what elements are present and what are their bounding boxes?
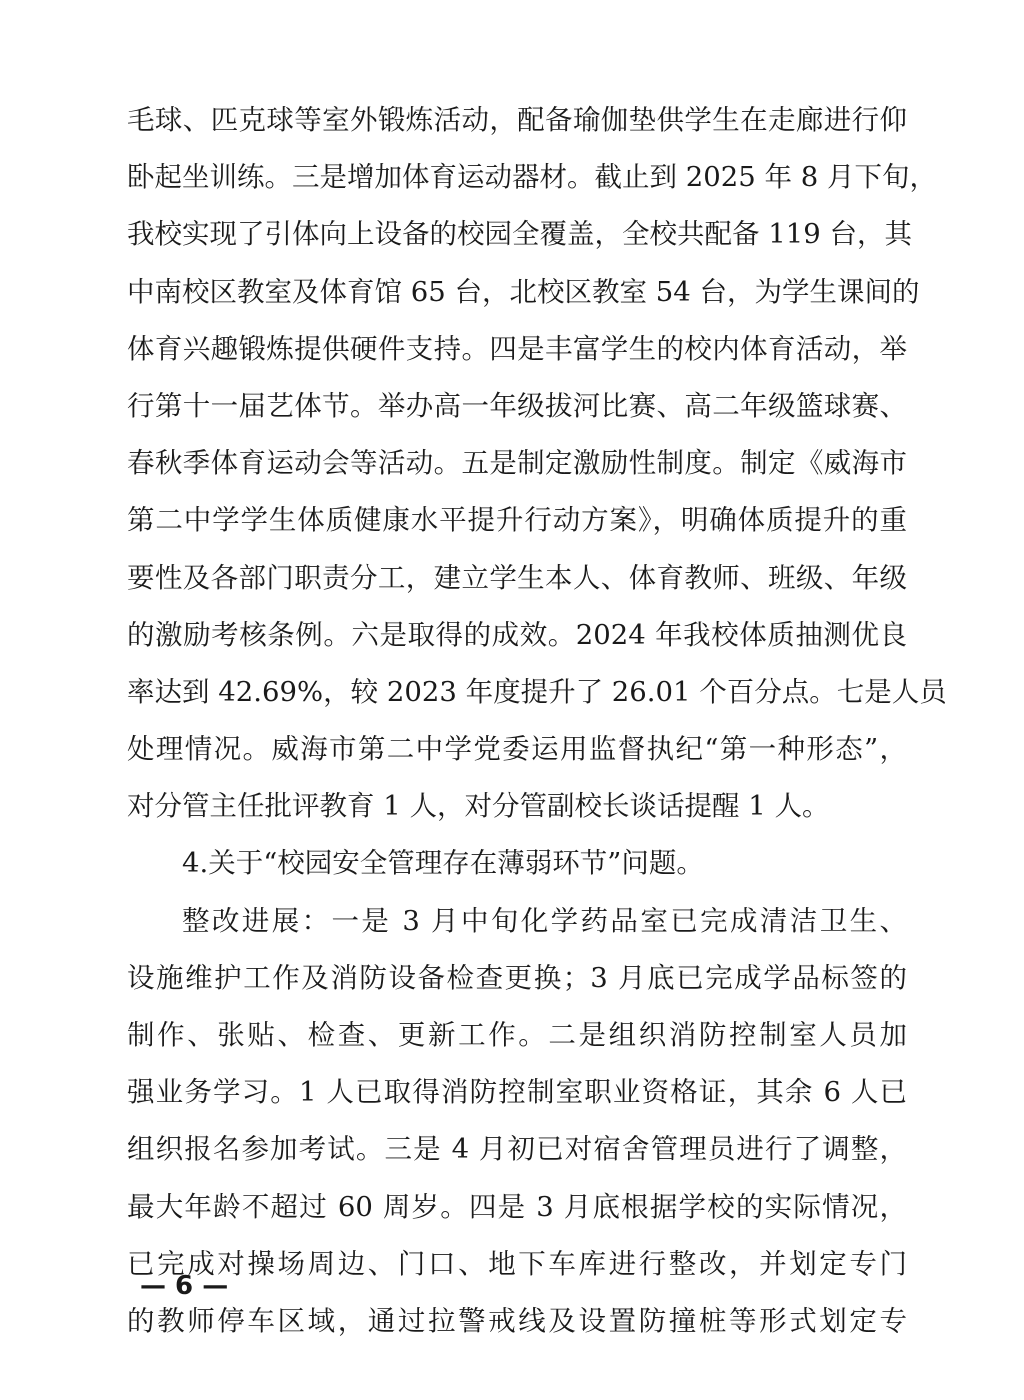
section-heading: 4.关于“校园安全管理存在薄弱环节”问题。 [182, 847, 704, 880]
text-line: 卧起坐训练。三是增加体育运动器材。截止到 2025 年 8 月下旬， [127, 161, 937, 194]
text-line: 的激励考核条例。六是取得的成效。2024 年我校体质抽测优良 [127, 618, 907, 651]
text-line: 组织报名参加考试。三是 4 月初已对宿舍管理员进行了调整， [127, 1133, 907, 1166]
text-line: 处理情况。威海市第二中学党委运用监督执纪“第一种形态”， [127, 733, 907, 766]
text-line: 我校实现了引体向上设备的校园全覆盖，全校共配备 119 台，其 [127, 218, 912, 251]
text-line: 已完成对操场周边、门口、地下车库进行整改，并划定专门 [127, 1247, 907, 1280]
text-line: 率达到 42.69%，较 2023 年度提升了 26.01 个百分点。七是人员 [127, 675, 947, 708]
text-line: 中南校区教室及体育馆 65 台，北校区教室 54 台，为学生课间的 [127, 275, 920, 308]
text-line: 制作、张贴、检查、更新工作。二是组织消防控制室人员加 [127, 1019, 907, 1051]
text-line: 第二中学学生体质健康水平提升行动方案》，明确体质提升的重 [127, 504, 907, 537]
text-line: 春秋季体育运动会等活动。五是制定激励性制度。制定《威海市 [127, 447, 907, 480]
text-line: 最大年龄不超过 60 周岁。四是 3 月底根据学校的实际情况， [127, 1190, 907, 1223]
text-line: 体育兴趣锻炼提供硬件支持。四是丰富学生的校内体育活动，举 [127, 332, 907, 365]
page-number: — 6 — [140, 1271, 229, 1301]
text-line: 对分管主任批评教育 1 人，对分管副校长谈话提醒 1 人。 [127, 790, 830, 823]
text-line: 要性及各部门职责分工，建立学生本人、体育教师、班级、年级 [127, 561, 907, 594]
text-line: 行第十一届艺体节。举办高一年级拔河比赛、高二年级篮球赛、 [127, 389, 907, 422]
text-line: 设施维护工作及消防设备检查更换；3 月底已完成学品标签的 [127, 961, 907, 994]
text-line: 强业务学习。1 人已取得消防控制室职业资格证，其余 6 人已 [127, 1076, 907, 1109]
paragraph-first-line: 整改进展：一是 3 月中旬化学药品室已完成清洁卫生、 [182, 904, 907, 937]
text-line: 的教师停车区域，通过拉警戒线及设置防撞桩等形式划定专 [127, 1304, 907, 1337]
body-text [127, 92, 947, 1350]
text-line: 毛球、匹克球等室外锻炼活动，配备瑜伽垫供学生在走廊进行仰 [127, 104, 907, 136]
